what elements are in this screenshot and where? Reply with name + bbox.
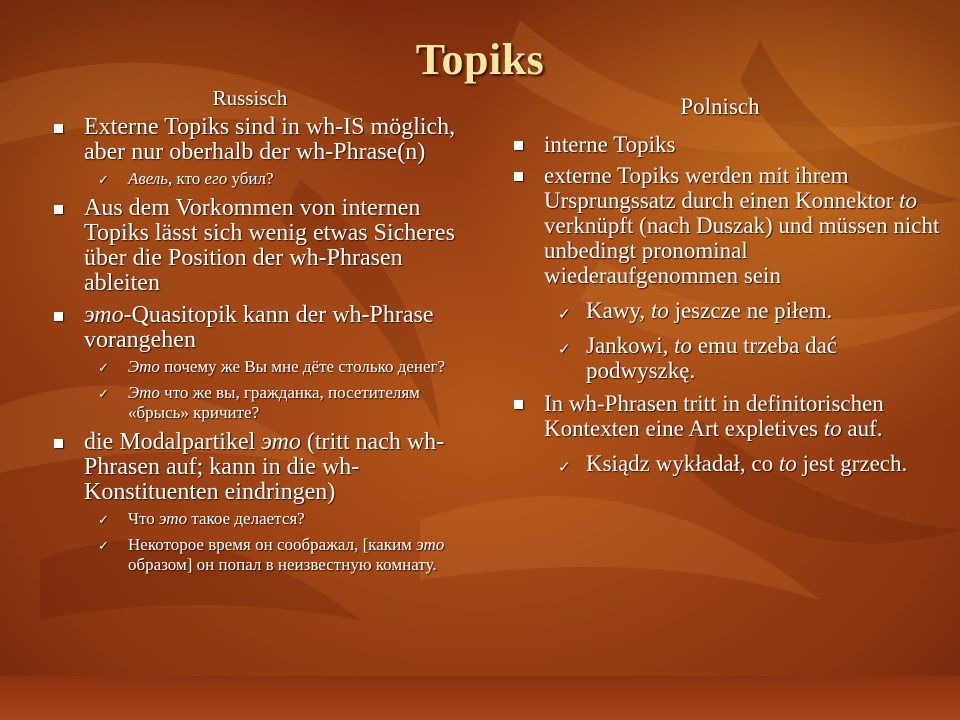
right-bullet-item <box>500 132 940 157</box>
text-run: такое делается? <box>187 509 305 528</box>
left-example-text <box>128 509 305 528</box>
right-column-heading: Polnisch <box>680 94 760 119</box>
italic-text-run: это <box>159 509 188 528</box>
checkmark-icon: ✓ <box>98 173 109 188</box>
right-bullet-item <box>500 391 940 476</box>
square-bullet-icon <box>514 172 523 181</box>
left-bullet-text <box>84 114 455 165</box>
italic-text-run: to <box>823 416 842 441</box>
italic-text-run: Это <box>128 357 160 376</box>
left-example-item <box>84 535 460 575</box>
text-run: Ksiądz wykładał, co <box>586 451 779 476</box>
square-bullet-icon <box>54 124 63 133</box>
left-sub-list <box>84 169 460 189</box>
checkmark-icon: ✓ <box>558 458 571 476</box>
text-run: Externe Topiks sind in wh-IS möglich, aber nur oberhalb der wh-Phrase(n) <box>84 114 456 165</box>
left-bullet-list <box>40 115 460 575</box>
left-column-heading: Russisch <box>212 86 288 110</box>
text-run: auf. <box>841 416 883 441</box>
italic-text-run: это <box>84 302 124 328</box>
square-bullet-icon <box>514 400 523 409</box>
bottom-band <box>0 676 960 720</box>
left-bullet-text <box>84 429 444 505</box>
italic-text-run: Это <box>128 383 160 402</box>
right-bullet-item <box>500 163 940 383</box>
text-run: externe Topiks werden mit ihrem Ursprungssatz durch einen Konnektor <box>544 163 900 213</box>
square-bullet-icon <box>54 312 63 321</box>
text-run: Jankowi, <box>586 333 675 358</box>
right-bullet-list <box>500 132 940 476</box>
text-run: Kawy, <box>586 298 651 323</box>
left-bullet-item <box>40 303 460 423</box>
text-run: почему же Вы мне дёте столько денег? <box>159 357 446 376</box>
right-example-text <box>586 451 907 476</box>
left-example-item <box>84 169 460 189</box>
right-example-item <box>544 451 940 476</box>
italic-text-run: to <box>899 188 918 213</box>
text-run: -Quasitopik kann der wh-Phrase vorangehen <box>84 302 434 353</box>
left-example-text <box>128 357 445 376</box>
text-run: (tritt nach wh-Phrasen auf; kann in die wh-Konstituenten eindringen) <box>84 429 445 505</box>
square-bullet-icon <box>54 205 63 214</box>
left-example-item <box>84 383 460 423</box>
italic-text-run: Авель <box>128 169 169 188</box>
left-bullet-text <box>84 302 434 353</box>
text-run: jest grzech. <box>796 451 908 476</box>
italic-text-run: это <box>261 429 301 455</box>
right-column-polish <box>500 94 940 484</box>
left-example-item <box>84 357 460 377</box>
text-run: verknüpft (nach Duszak) und müssen nicht unbedingt pronominal wiederaufgenommen sein <box>544 213 940 288</box>
checkmark-icon: ✓ <box>98 361 109 376</box>
left-example-item <box>84 509 460 529</box>
checkmark-icon: ✓ <box>98 513 109 528</box>
left-bullet-item <box>40 115 460 189</box>
italic-text-run: to <box>650 298 669 323</box>
left-example-text <box>128 169 274 188</box>
text-run: In wh-Phrasen tritt in definitorischen Kontexten eine Art expletives <box>544 391 884 441</box>
text-run: Aus dem Vorkommen von internen Topiks lässt sich wenig etwas Sicheres über die Position der wh-Phrasen ableiten <box>84 195 455 296</box>
left-example-text <box>128 383 420 422</box>
right-example-item <box>544 298 940 323</box>
checkmark-icon: ✓ <box>558 305 571 323</box>
right-bullet-text <box>544 132 675 157</box>
left-example-text <box>128 535 444 574</box>
text-run: Что <box>128 509 160 528</box>
text-run: interne Topiks <box>544 132 676 157</box>
square-bullet-icon <box>514 141 523 150</box>
text-run: образом] он попал в неизвестную комнату. <box>128 555 437 574</box>
checkmark-icon: ✓ <box>558 340 571 358</box>
left-sub-list <box>84 357 460 423</box>
right-example-item <box>544 333 940 383</box>
italic-text-run: его <box>204 169 228 188</box>
text-run: Некоторое время он соображал, [каким <box>128 535 417 554</box>
right-example-text <box>586 298 832 323</box>
checkmark-icon: ✓ <box>98 387 109 402</box>
text-run: emu trzeba dać podwyszkę. <box>586 333 838 383</box>
right-bullet-text <box>544 163 939 288</box>
checkmark-icon: ✓ <box>98 539 109 554</box>
italic-text-run: to <box>674 333 693 358</box>
left-bullet-text <box>84 195 455 296</box>
right-bullet-text <box>544 391 884 441</box>
italic-text-run: это <box>416 535 445 554</box>
square-bullet-icon <box>54 439 63 448</box>
right-sub-list <box>544 451 940 476</box>
text-run: die Modalpartikel <box>84 429 262 455</box>
left-bullet-item <box>40 196 460 296</box>
left-bullet-item <box>40 430 460 575</box>
text-run: убил? <box>227 169 274 188</box>
right-sub-list <box>544 298 940 383</box>
text-run: , кто <box>168 169 205 188</box>
right-example-text <box>586 333 837 383</box>
left-column-russian <box>40 86 460 582</box>
left-sub-list <box>84 509 460 575</box>
text-run: что же вы, гражданка, посетителям «брысь» кричите? <box>128 383 420 422</box>
text-run: jeszcze ne piłem. <box>668 298 833 323</box>
slide-title: Topiks <box>415 35 545 84</box>
italic-text-run: to <box>778 451 797 476</box>
